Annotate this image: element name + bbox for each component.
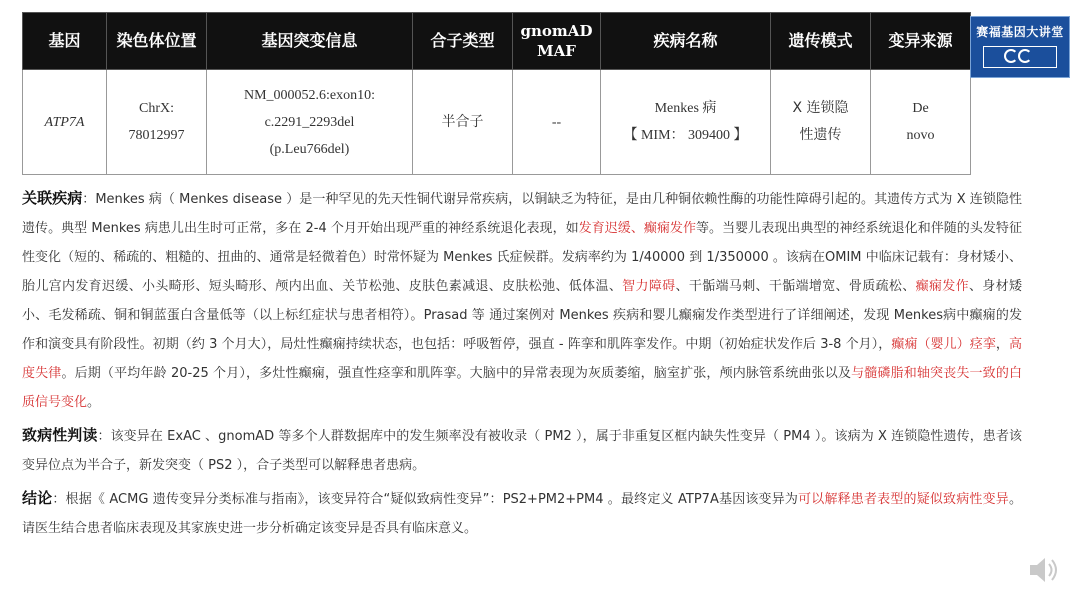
assoc-highlight-3: 癫痫发作 (915, 279, 969, 294)
origin-line-1: De (912, 101, 929, 116)
cell-origin (871, 70, 971, 175)
pathogenicity-paragraph (22, 421, 1022, 480)
assoc-text-6: 。后期（平均年龄 20-25 个月），多灶性癫痫，强直性痉挛和肌阵挛。大脑中的异常表现为灰质萎缩，脑室扩张，颅内脉管系统曲张以及 (61, 366, 852, 381)
conclusion-text-1: ：根据《 ACMG 遗传变异分类标准与指南》，该变异符合“疑似致病性变异”：PS2+PM2+PM4 。最终定义 ATP7A基因该变异为 (52, 492, 799, 507)
brand-logo (970, 16, 1070, 78)
assoc-text-3: 、干骺端马刺、干骺端增宽、骨质疏松、 (675, 279, 916, 294)
pathogenicity-label: 致病性判读 (22, 426, 98, 444)
origin-line-2: novo (906, 128, 935, 143)
chr-line-2: 78012997 (128, 128, 185, 143)
assoc-text-2: 等。当婴儿表现出典型的神经系统退化和伴随的头发特征性变化（短的、稀疏的、粗糙的、扭曲的、通常是轻微着色）时常怀疑为 Menkes 氏症候群。发病率约为 1/40000 到 1/350000 。该病在OMIM 中临床记载有：身材矮小、胎儿宫内发育迟缓、小头畸形、短头畸形、颅内出血、关节松弛、皮肤色素减退、皮肤松弛、低体温、 (22, 221, 1022, 294)
conclusion-highlight: 可以解释患者表型的疑似致病性变异 (798, 492, 1009, 507)
mutation-line-2: c.2291_2293del (264, 114, 355, 130)
col-header-origin: 变异来源 (871, 13, 971, 70)
variant-table (22, 12, 971, 175)
assoc-highlight-6: 与髓磷脂和轴突丧失一致的白质信号变化 (22, 366, 1022, 410)
cg-logo-icon (983, 46, 1057, 68)
assoc-highlight-5: 高度失律 (22, 337, 1022, 381)
assoc-highlight-1: 发育迟缓、癫痫发作 (578, 221, 697, 236)
cell-zygosity: 半合子 (413, 70, 513, 175)
pathogenicity-text: ：该变异在 ExAC 、gnomAD 等多个人群数据库中的发生频率没有被收录（ PM2 ），属于非重复区框内缺失性变异（ PM4 ）。该病为 X 连锁隐性遗传，患者该变异位点为半合子，新发突变（ PS2 ），合子类型可以解释患者患病。 (22, 429, 1022, 473)
associated-disease-label: 关联疾病 (22, 189, 83, 207)
col-header-gene: 基因 (23, 13, 107, 70)
col-header-inheritance: 遗传模式 (771, 13, 871, 70)
inheritance-line-1: X 连锁隐 (792, 100, 849, 116)
assoc-highlight-2: 智力障碍 (622, 279, 676, 294)
cell-disease (601, 70, 771, 175)
col-header-chromosome: 染色体位置 (107, 13, 207, 70)
table-row (23, 70, 971, 175)
cell-inheritance (771, 70, 871, 175)
assoc-text-4: 、身材矮小、毛发稀疏、铜和铜蓝蛋白含量低等（以上标红症状与患者相符）。Prasad 等 通过案例对 Menkes 疾病和婴儿癫痫发作类型进行了详细阐述，发现 Menkes病中癫痫的发作和演变具有阶段性。初期（约 3 个月大），局灶性癫痫持续状态，也包括：呼吸暂停，强直 - 阵挛和肌阵挛发作。中期（初始症状发作后 3-8 个月）， (22, 279, 1022, 352)
cell-chromosome (107, 70, 207, 175)
assoc-text-5: ， (995, 337, 1009, 352)
associated-disease-paragraph (22, 184, 1022, 417)
logo-title: 赛福基因大讲堂 (976, 25, 1064, 39)
assoc-text-7: 。 (87, 395, 101, 410)
col-header-zygosity: 合子类型 (413, 13, 513, 70)
cell-maf: -- (513, 70, 601, 175)
inheritance-line-2: 性遗传 (799, 127, 842, 143)
disease-line-2: 【 MIM： 309400 】 (623, 128, 748, 143)
conclusion-text-2: 。请医生结合患者临床表现及其家族史进一步分析确定该变异是否具有临床意义。 (22, 492, 1022, 536)
cell-gene: ATP7A (23, 70, 107, 175)
assoc-highlight-4: 癫痫（婴儿）痉挛 (891, 337, 996, 352)
cell-mutation (207, 70, 413, 175)
disease-line-1: Menkes 病 (654, 101, 717, 116)
col-header-disease: 疾病名称 (601, 13, 771, 70)
conclusion-label: 结论 (22, 489, 53, 507)
assoc-text-1: ：Menkes 病（ Menkes disease ）是一种罕见的先天性铜代谢异常疾病，以铜缺乏为特征，是由几种铜依赖性酶的功能性障碍引起的。其遗传方式为 X 连锁隐性遗传。典型 Menkes 病患儿出生时可正常，多在 2-4 个月开始出现严重的神经系统退化表现，如 (22, 192, 1022, 236)
conclusion-paragraph (22, 484, 1022, 543)
col-header-maf: gnomAD MAF (513, 13, 601, 70)
report-body (22, 184, 1022, 543)
speaker-icon[interactable] (1026, 552, 1062, 588)
chr-line-1: ChrX: (139, 101, 174, 116)
table-header-row (23, 13, 971, 70)
mutation-line-3: (p.Leu766del) (269, 141, 350, 157)
mutation-line-1: NM_000052.6:exon10: (243, 87, 376, 103)
col-header-mutation: 基因突变信息 (207, 13, 413, 70)
